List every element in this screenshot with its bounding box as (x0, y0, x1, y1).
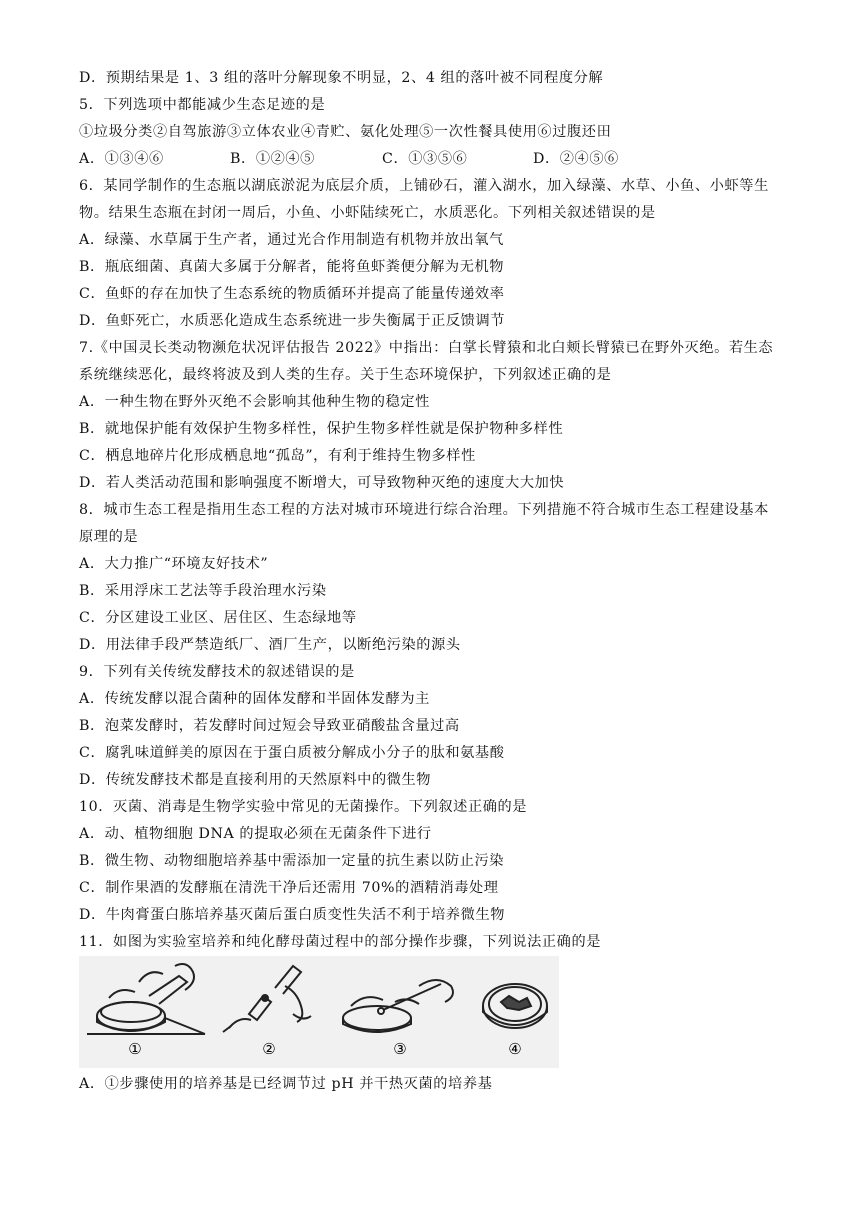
step1-pouring-plate-icon (87, 964, 205, 1034)
q6-option-b: B．瓶底细菌、真菌大多属于分解者，能将鱼虾粪便分解为无机物 (79, 259, 505, 275)
q6-stem-2: 物。结果生态瓶在封闭一周后，小鱼、小虾陆续死亡，水质恶化。下列相关叙述错误的是 (79, 205, 656, 221)
q4-option-d: D．预期结果是 1、3 组的落叶分解现象不明显，2、4 组的落叶被不同程度分解 (79, 70, 604, 86)
q8-stem-2: 原理的是 (79, 529, 139, 545)
q11-figure (79, 956, 559, 1068)
step3-streaking-icon (343, 980, 453, 1032)
q9-option-a: A．传统发酵以混合菌种的固体发酵和半固体发酵为主 (79, 691, 430, 707)
q8-option-b: B．采用浮床工艺法等手段治理水污染 (79, 583, 327, 599)
q8-option-a: A．大力推广“环境友好技术” (79, 556, 269, 572)
q9-option-b: B．泡菜发酵时，若发酵时间过短会导致亚硝酸盐含量过高 (79, 718, 460, 734)
q5-options (79, 149, 639, 169)
step4-petri-dish-icon (483, 984, 547, 1028)
q5-option-a: A．①③④⑥ (79, 151, 164, 167)
q10-option-d: D．牛肉膏蛋白胨培养基灭菌后蛋白质变性失活不利于培养微生物 (79, 907, 506, 923)
q9-stem: 9．下列有关传统发酵技术的叙述错误的是 (79, 664, 355, 680)
q7-option-d: D．若人类活动范围和影响强度不断增大，可导致物种灭绝的速度大大加快 (79, 475, 565, 491)
q6-option-c: C．鱼虾的存在加快了生态系统的物质循环并提高了能量传递效率 (79, 286, 505, 302)
q6-option-d: D．鱼虾死亡，水质恶化造成生态系统进一步失衡属于正反馈调节 (79, 313, 506, 329)
q5-option-c: C．①③⑤⑥ (382, 151, 468, 167)
q8-option-c: C．分区建设工业区、居住区、生态绿地等 (79, 610, 357, 626)
lab-steps-illustration (79, 956, 559, 1068)
figure-label-1: ① (128, 1040, 142, 1058)
q5-stem: 5．下列选项中都能减少生态足迹的是 (79, 97, 326, 113)
q7-option-c: C．栖息地碎片化形成栖息地“孤岛”，有利于维持生物多样性 (79, 448, 476, 464)
q10-option-b: B．微生物、动物细胞培养基中需添加一定量的抗生素以防止污染 (79, 853, 505, 869)
q6-option-a: A．绿藻、水草属于生产者，通过光合作用制造有机物并放出氧气 (79, 232, 504, 248)
q10-stem: 10．灭菌、消毒是生物学实验中常见的无菌操作。下列叙述正确的是 (79, 799, 528, 815)
q9-option-c: C．腐乳味道鲜美的原因在于蛋白质被分解成小分子的肽和氨基酸 (79, 745, 505, 761)
figure-label-2: ② (262, 1040, 276, 1058)
q10-option-c: C．制作果酒的发酵瓶在清洗干净后还需用 70%的酒精消毒处理 (79, 880, 499, 896)
q8-option-d: D．用法律手段严禁造纸厂、酒厂生产，以断绝污染的源头 (79, 637, 461, 653)
q5-option-b: B．①②④⑤ (230, 151, 315, 167)
q7-stem-1: 7.《中国灵长类动物濒危状况评估报告 2022》中指出：白掌长臂猿和北白颊长臂猿已在野外灭绝。若生态 (79, 340, 774, 356)
q10-option-a: A．动、植物细胞 DNA 的提取必须在无菌条件下进行 (79, 826, 432, 842)
q7-option-b: B．就地保护能有效保护生物多样性，保护生物多样性就是保护物种多样性 (79, 421, 564, 437)
figure-label-3: ③ (393, 1040, 407, 1058)
q7-option-a: A．一种生物在野外灭绝不会影响其他种生物的稳定性 (79, 394, 430, 410)
q5-items: ①垃圾分类②自驾旅游③立体农业④青贮、氨化处理⑤一次性餐具使用⑥过腹还田 (79, 124, 612, 140)
step2-test-tube-icon (223, 966, 311, 1032)
q11-option-a: A．①步骤使用的培养基是已经调节过 pH 并干热灭菌的培养基 (79, 1076, 493, 1092)
q6-stem-1: 6．某同学制作的生态瓶以湖底淤泥为底层介质，上铺砂石，灌入湖水，加入绿藻、水草、小鱼、小虾等生 (79, 178, 769, 194)
q9-option-d: D．传统发酵技术都是直接利用的天然原料中的微生物 (79, 772, 432, 788)
q11-stem: 11．如图为实验室培养和纯化酵母菌过程中的部分操作步骤，下列说法正确的是 (79, 934, 602, 950)
q5-option-d: D．②④⑤⑥ (533, 151, 619, 167)
q8-stem-1: 8．城市生态工程是指用生态工程的方法对城市环境进行综合治理。下列措施不符合城市生态工程建设基本 (79, 502, 769, 518)
figure-label-4: ④ (508, 1040, 522, 1058)
q7-stem-2: 系统继续恶化，最终将波及到人类的生存。关于生态环境保护，下列叙述正确的是 (79, 367, 612, 383)
